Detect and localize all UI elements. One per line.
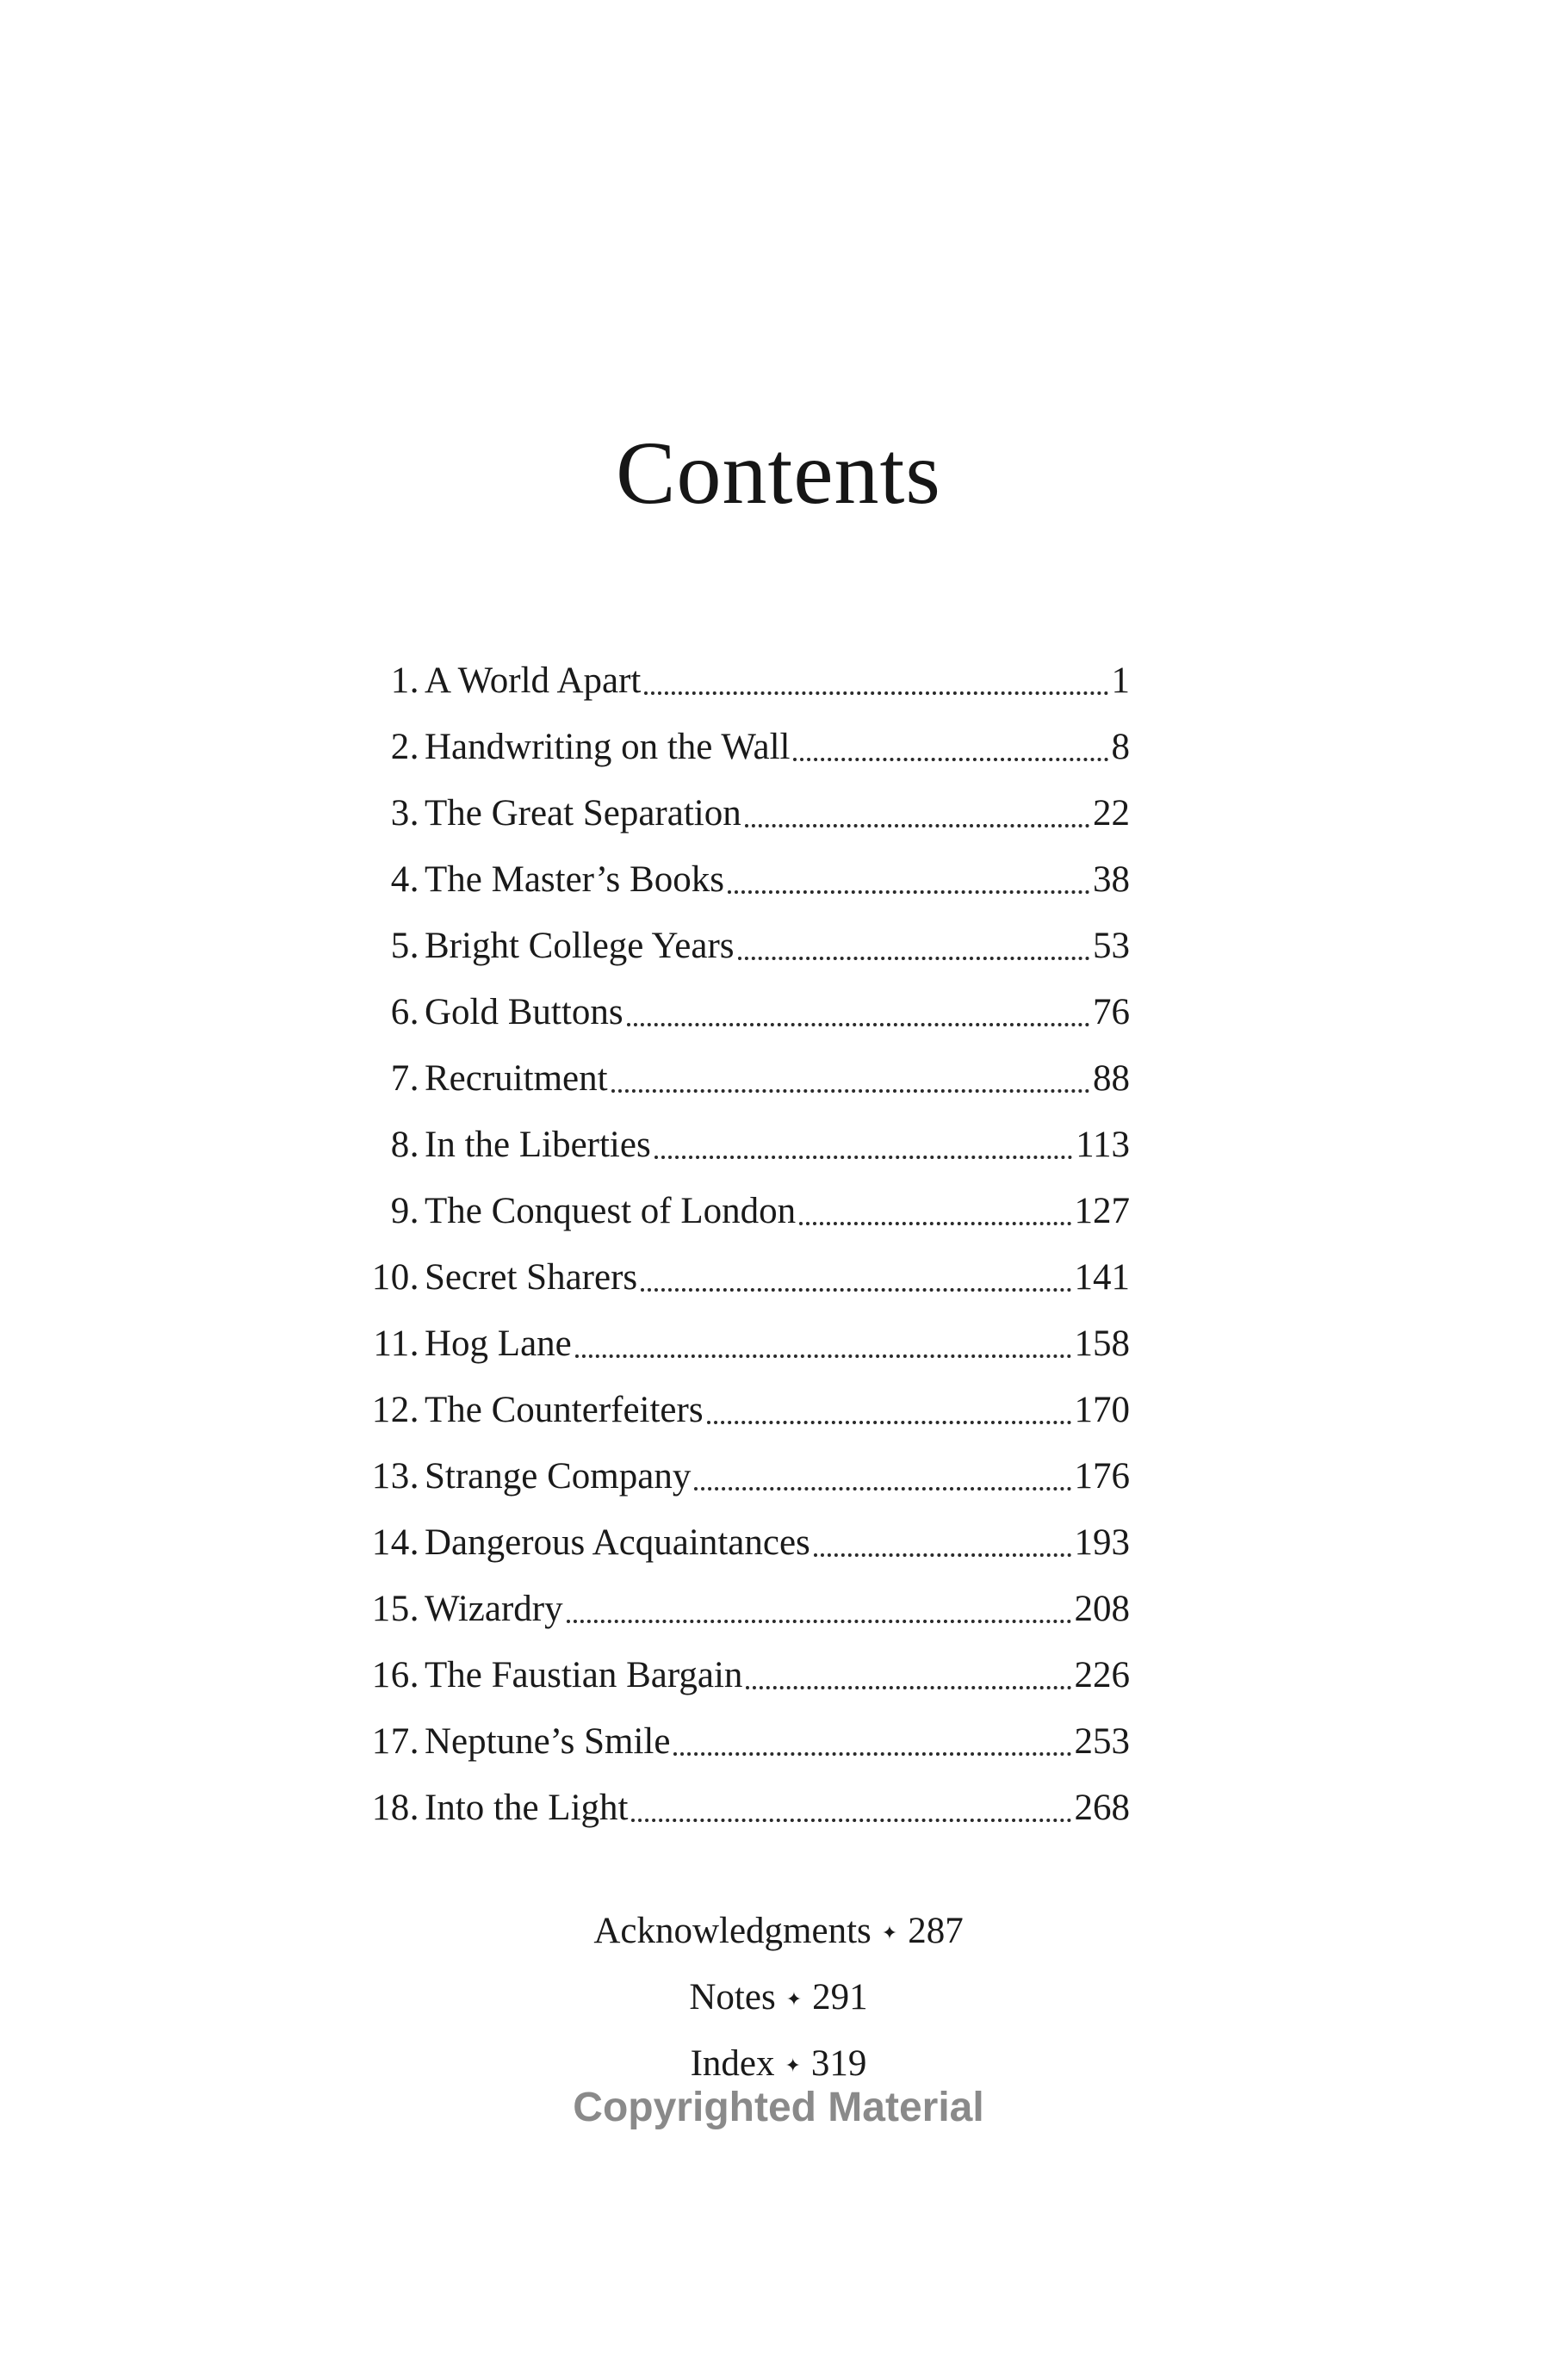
toc-entry bbox=[370, 1311, 1130, 1377]
dot-leader bbox=[575, 1354, 1071, 1358]
chapter-number: 16. bbox=[371, 1655, 419, 1695]
toc-entry bbox=[370, 1178, 1130, 1244]
dot-leader bbox=[793, 758, 1107, 761]
chapter-title: Bright College Years bbox=[425, 926, 735, 966]
page-number: 253 bbox=[1074, 1721, 1130, 1762]
dot-leader bbox=[567, 1620, 1071, 1623]
chapter-title: In the Liberties bbox=[425, 1125, 651, 1165]
page-number: 1 bbox=[1111, 660, 1130, 701]
chapter-title: The Master’s Books bbox=[425, 859, 724, 900]
diamond-separator-icon: ✦ bbox=[785, 1987, 803, 2010]
chapter-title: Handwriting on the Wall bbox=[425, 727, 791, 767]
page-number: 268 bbox=[1074, 1788, 1130, 1828]
toc-entry bbox=[370, 1045, 1130, 1112]
chapter-title: The Conquest of London bbox=[425, 1191, 797, 1231]
chapter-number: 4. bbox=[390, 859, 419, 900]
dot-leader bbox=[641, 1288, 1070, 1292]
chapter-number: 18. bbox=[371, 1788, 419, 1828]
toc-entry bbox=[370, 1112, 1130, 1178]
diamond-separator-icon: ✦ bbox=[881, 1921, 898, 1943]
toc-entry bbox=[370, 648, 1130, 714]
page-number: 208 bbox=[1074, 1589, 1130, 1629]
toc-entry bbox=[370, 1642, 1130, 1708]
dot-leader bbox=[611, 1089, 1089, 1093]
chapter-number: 3. bbox=[390, 793, 419, 834]
chapter-title: The Great Separation bbox=[425, 793, 741, 834]
chapter-number: 6. bbox=[390, 992, 419, 1032]
dot-leader bbox=[746, 1686, 1070, 1689]
chapter-number: 8. bbox=[390, 1125, 419, 1165]
page-number: 291 bbox=[812, 1977, 868, 2017]
back-matter-label: Acknowledgments bbox=[593, 1911, 872, 1951]
chapter-title: Strange Company bbox=[425, 1456, 692, 1497]
chapter-title: Dangerous Acquaintances bbox=[425, 1522, 810, 1563]
chapter-title: Secret Sharers bbox=[425, 1257, 638, 1298]
toc-entry bbox=[370, 846, 1130, 913]
page-number: 319 bbox=[810, 2043, 867, 2084]
toc-entry bbox=[370, 979, 1130, 1045]
toc-entry bbox=[370, 1576, 1130, 1642]
toc-entry bbox=[370, 913, 1130, 979]
dot-leader bbox=[673, 1752, 1070, 1756]
dot-leader bbox=[631, 1819, 1070, 1822]
dot-leader bbox=[707, 1421, 1071, 1424]
chapter-title: Wizardry bbox=[425, 1589, 563, 1629]
chapter-number: 13. bbox=[371, 1456, 419, 1497]
dot-leader bbox=[814, 1553, 1071, 1557]
page-number: 88 bbox=[1093, 1058, 1130, 1099]
page-number: 141 bbox=[1074, 1257, 1130, 1298]
chapter-number: 12. bbox=[371, 1390, 419, 1430]
chapter-number: 1. bbox=[390, 660, 419, 701]
copyright-watermark: Copyrighted Material bbox=[573, 2085, 984, 2130]
toc-entry bbox=[370, 780, 1130, 846]
chapter-title: The Faustian Bargain bbox=[425, 1655, 743, 1695]
chapter-title: Into the Light bbox=[425, 1788, 629, 1828]
toc-entry bbox=[370, 1244, 1130, 1311]
dot-leader bbox=[627, 1023, 1089, 1026]
page-number: 287 bbox=[908, 1911, 964, 1951]
page-number: 53 bbox=[1093, 926, 1130, 966]
back-matter-entry bbox=[0, 1964, 1557, 2030]
toc-entry bbox=[370, 1708, 1130, 1775]
chapter-title: The Counterfeiters bbox=[425, 1390, 704, 1430]
chapter-number: 11. bbox=[373, 1323, 419, 1364]
toc-entry bbox=[370, 1443, 1130, 1509]
page-number: 158 bbox=[1074, 1323, 1130, 1364]
dot-leader bbox=[728, 890, 1089, 894]
back-matter-label: Index bbox=[690, 2043, 775, 2084]
chapter-title: A World Apart bbox=[425, 660, 642, 701]
chapter-number: 17. bbox=[371, 1721, 419, 1762]
dot-leader bbox=[654, 1156, 1072, 1159]
page-number: 193 bbox=[1074, 1522, 1130, 1563]
chapter-number: 10. bbox=[371, 1257, 419, 1298]
chapter-title: Neptune’s Smile bbox=[425, 1721, 671, 1762]
chapter-number: 2. bbox=[390, 727, 419, 767]
dot-leader bbox=[644, 691, 1107, 695]
diamond-separator-icon: ✦ bbox=[785, 2054, 801, 2076]
dot-leader bbox=[745, 824, 1089, 827]
page-number: 127 bbox=[1074, 1191, 1130, 1231]
toc-entry bbox=[370, 1509, 1130, 1576]
page-number: 113 bbox=[1076, 1125, 1130, 1165]
dot-leader bbox=[799, 1222, 1070, 1225]
page-number: 176 bbox=[1074, 1456, 1130, 1497]
back-matter-label: Notes bbox=[689, 1977, 776, 2017]
page-number: 8 bbox=[1111, 727, 1130, 767]
toc-entry bbox=[370, 714, 1130, 780]
page-number: 170 bbox=[1074, 1390, 1130, 1430]
page-number: 38 bbox=[1093, 859, 1130, 900]
page-number: 76 bbox=[1093, 992, 1130, 1032]
back-matter-list bbox=[0, 1898, 1557, 2097]
chapter-number: 15. bbox=[371, 1589, 419, 1629]
toc-entry bbox=[370, 1377, 1130, 1443]
chapter-title: Gold Buttons bbox=[425, 992, 623, 1032]
page-title: Contents bbox=[616, 424, 941, 523]
chapter-title: Recruitment bbox=[425, 1058, 608, 1099]
page-number: 22 bbox=[1093, 793, 1130, 834]
chapter-title: Hog Lane bbox=[425, 1323, 572, 1364]
chapter-number: 14. bbox=[371, 1522, 419, 1563]
page-number: 226 bbox=[1074, 1655, 1130, 1695]
dot-leader bbox=[694, 1487, 1070, 1491]
chapter-number: 5. bbox=[390, 926, 419, 966]
toc-entry bbox=[370, 1775, 1130, 1841]
table-of-contents bbox=[370, 648, 1130, 1841]
chapter-number: 9. bbox=[390, 1191, 419, 1231]
back-matter-entry bbox=[0, 1898, 1557, 1964]
dot-leader bbox=[738, 957, 1089, 960]
chapter-number: 7. bbox=[390, 1058, 419, 1099]
